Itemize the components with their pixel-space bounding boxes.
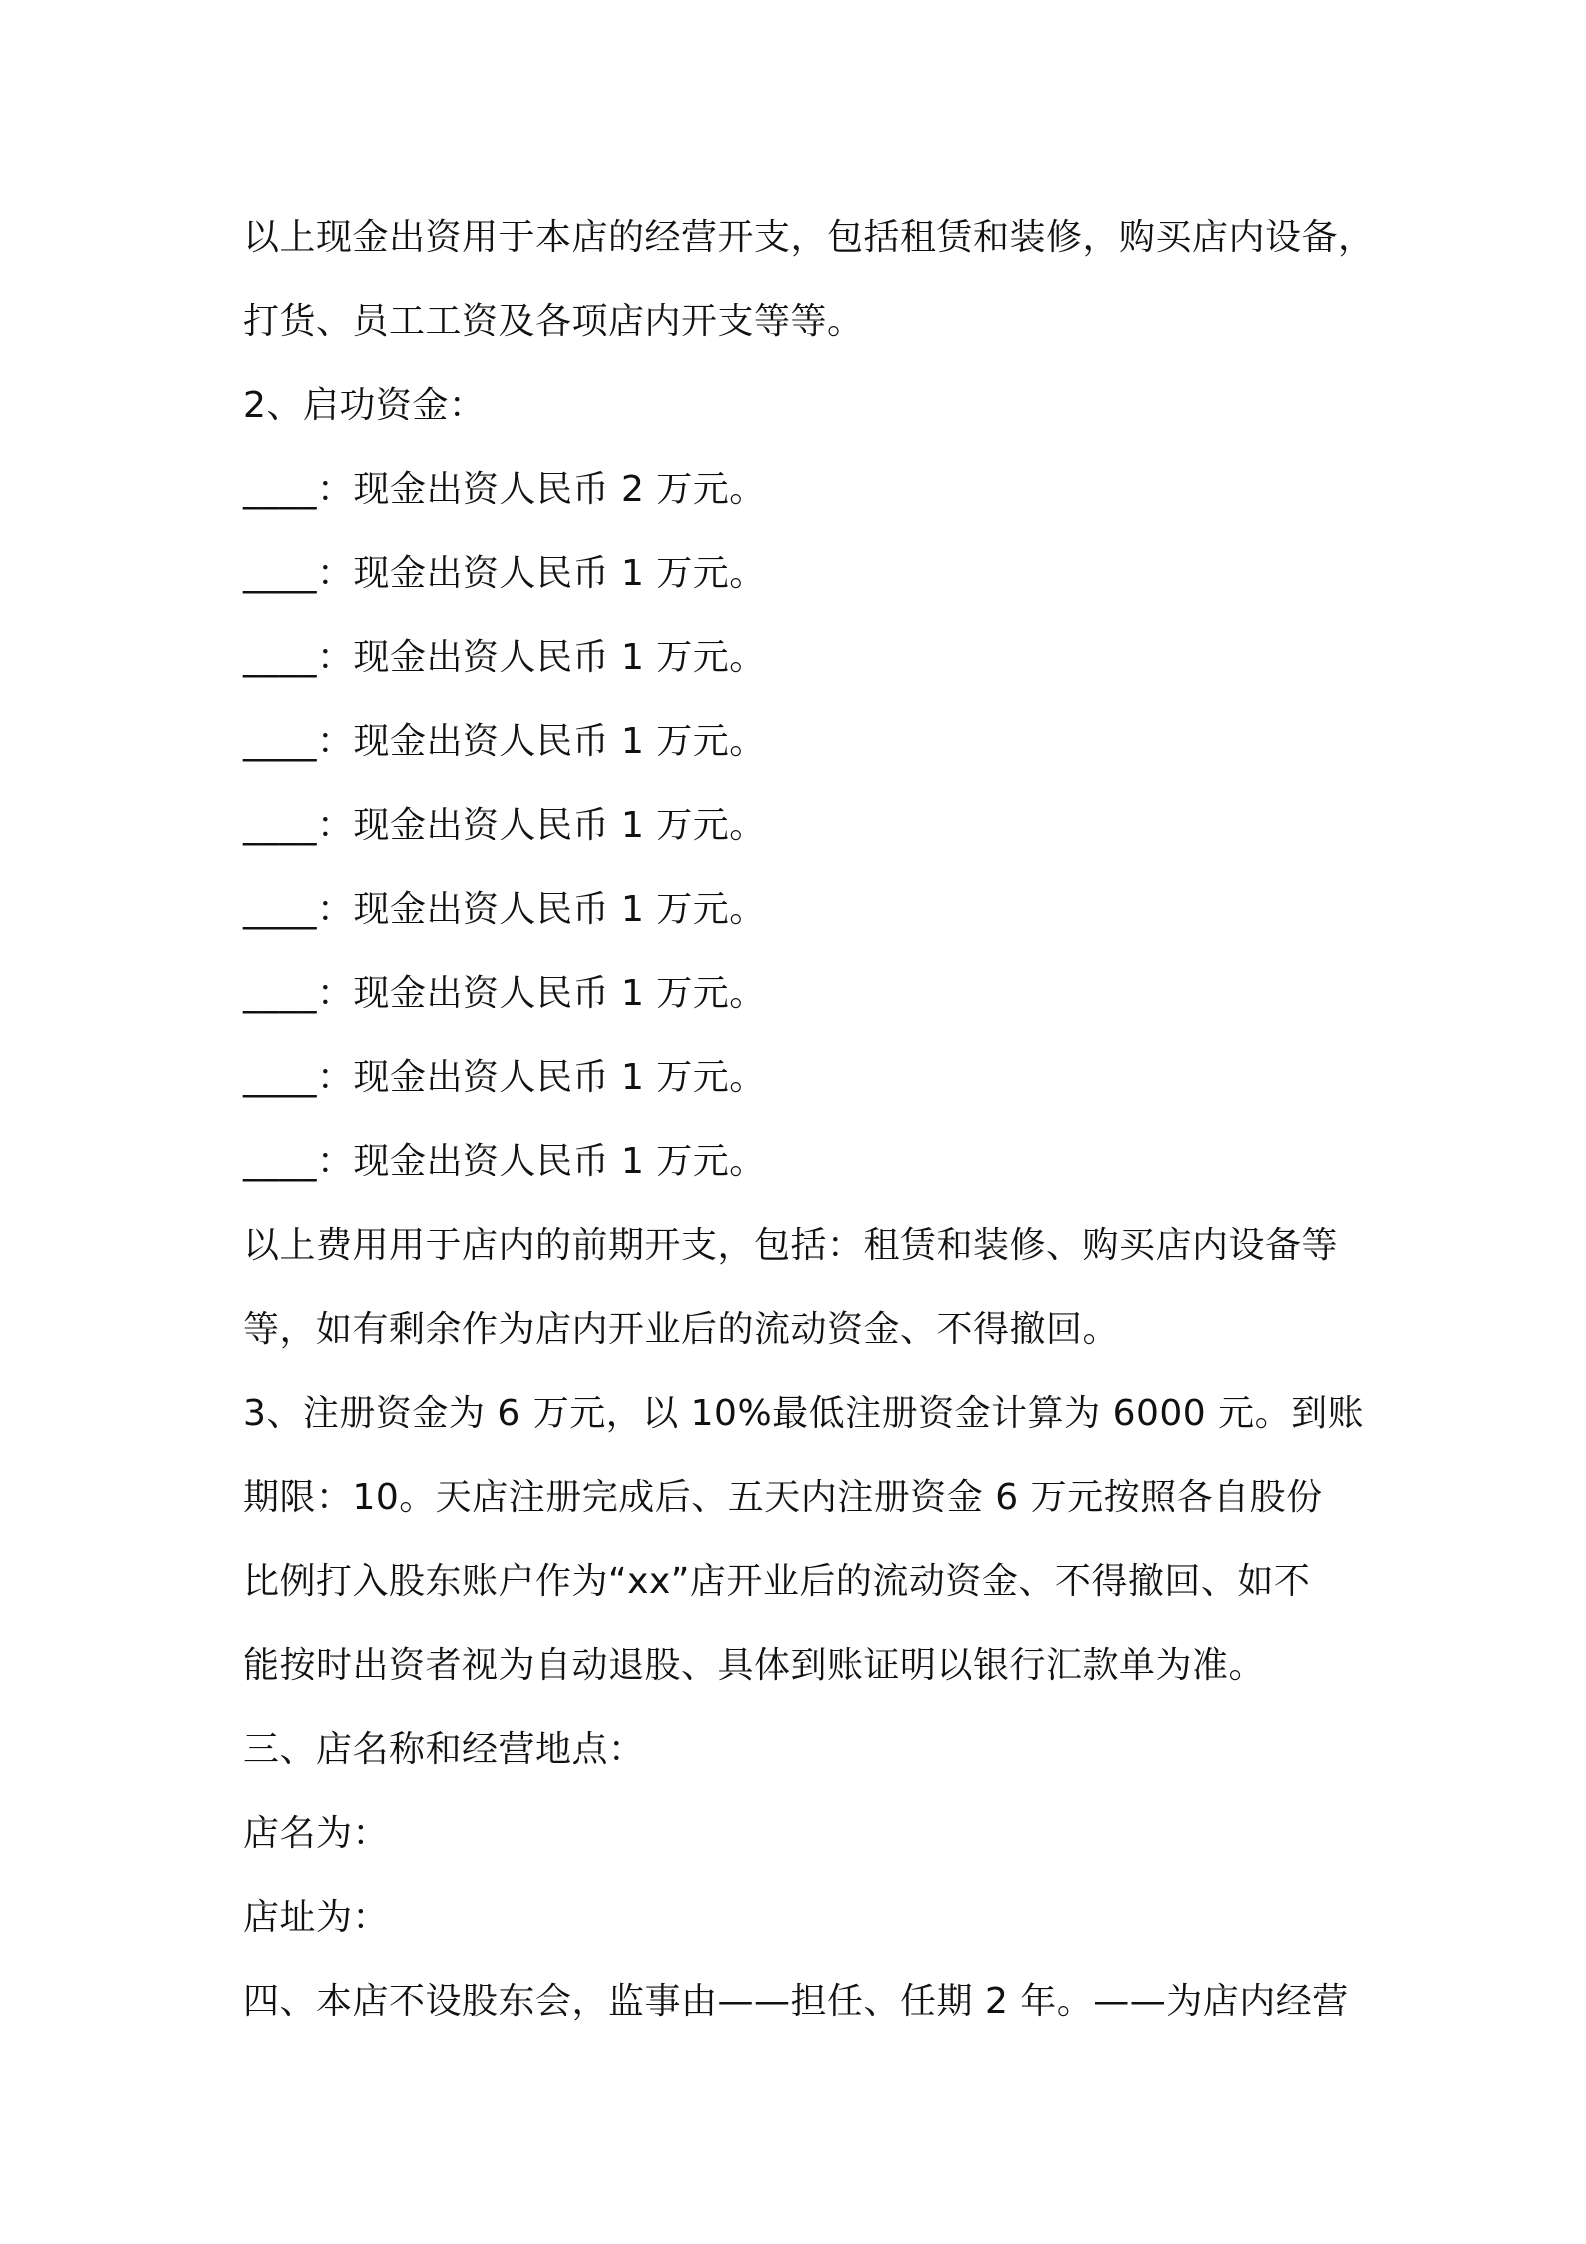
contribution-line: ____：现金出资人民币 1 万元。 (243, 889, 766, 930)
store-name-label: 店名为： (243, 1813, 390, 1854)
paragraph-line: 3、注册资金为 6 万元，以 10%最低注册资金计算为 6000 元。到账 (243, 1393, 1365, 1434)
contribution-line: ____：现金出资人民币 1 万元。 (243, 637, 766, 678)
paragraph-line: 以上费用用于店内的前期开支，包括：租赁和装修、购买店内设备等 (243, 1225, 1339, 1266)
paragraph-line: 比例打入股东账户作为“xx”店开业后的流动资金、不得撤回、如不 (243, 1561, 1311, 1602)
paragraph-line: 等，如有剩余作为店内开业后的流动资金、不得撤回。 (243, 1309, 1120, 1350)
paragraph-line: 以上现金出资用于本店的经营开支，包括租赁和装修，购买店内设备， (243, 217, 1375, 258)
document-body (243, 196, 1375, 2044)
contribution-line: ____：现金出资人民币 1 万元。 (243, 553, 766, 594)
contribution-line: ____：现金出资人民币 1 万元。 (243, 1141, 766, 1182)
section-heading: 三、店名称和经营地点： (243, 1729, 645, 1770)
contribution-line: ____：现金出资人民币 2 万元。 (243, 469, 766, 510)
paragraph-line: 期限：10。天店注册完成后、五天内注册资金 6 万元按照各自股份 (243, 1477, 1323, 1518)
contribution-line: ____：现金出资人民币 1 万元。 (243, 1057, 766, 1098)
contribution-line: ____：现金出资人民币 1 万元。 (243, 805, 766, 846)
section-heading: 2、启功资金： (243, 385, 486, 426)
contribution-line: ____：现金出资人民币 1 万元。 (243, 721, 766, 762)
contribution-line: ____：现金出资人民币 1 万元。 (243, 973, 766, 1014)
paragraph-line: 打货、员工工资及各项店内开支等等。 (243, 301, 864, 342)
section-heading: 四、本店不设股东会，监事由——担任、任期 2 年。——为店内经营 (243, 1981, 1349, 2022)
store-address-label: 店址为： (243, 1897, 390, 1938)
paragraph-line: 能按时出资者视为自动退股、具体到账证明以银行汇款单为准。 (243, 1645, 1266, 1686)
